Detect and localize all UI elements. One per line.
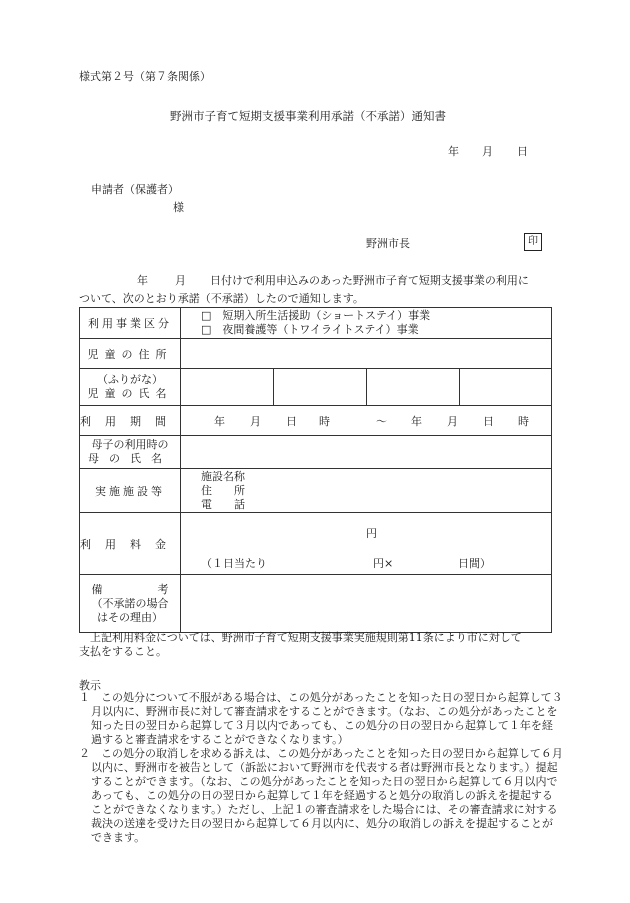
intro-year: 年 [137, 274, 148, 287]
fee-yen: 円 [366, 527, 377, 540]
remarks-row [80, 575, 552, 633]
facility-fields [181, 469, 552, 513]
furigana-label: （ふりがな） [97, 373, 163, 386]
remarks-label [80, 575, 181, 633]
facility-phone-field: 電 話 [201, 497, 245, 511]
child-name-row [80, 369, 552, 406]
service-type-row [80, 308, 552, 339]
child-name-cell-4 [460, 369, 552, 406]
intro-month: 月 [175, 274, 186, 287]
mother-label-line-1: 母子の利用時の [91, 438, 169, 451]
fee-days: 日間） [458, 557, 491, 570]
child-name-cell-3 [367, 369, 460, 406]
date-year: 年 [448, 145, 459, 158]
fee-row [80, 513, 552, 575]
child-name-text: 児童の氏名 [87, 387, 173, 400]
facility-name-field: 施設名称 [201, 469, 245, 483]
date-day: 日 [517, 145, 528, 158]
seal-mark: 印 [524, 233, 542, 251]
form-number: 様式第２号（第７条関係） [79, 70, 211, 83]
service-type-options [181, 308, 552, 339]
facility-address-field: 住 所 [201, 483, 245, 497]
mother-name-label [80, 436, 181, 469]
facility-row [80, 469, 552, 513]
facility-label: 実施施設等 [80, 469, 181, 513]
intro-line-1: 日付けで利用申込みのあった野洲市子育て短期支援事業の利用に [210, 274, 529, 287]
remarks-sub-line-2: はその理由） [97, 610, 163, 624]
usage-period-value [181, 406, 552, 436]
child-address-row [80, 339, 552, 369]
service-type-label: 利用事業区分 [80, 308, 181, 339]
usage-period-row [80, 406, 552, 436]
remarks-label-line-1: 備 考 [91, 582, 169, 596]
fee-value [181, 513, 552, 575]
applicant-label: 申請者（保護者） [91, 183, 179, 196]
mother-name-value [181, 436, 552, 469]
period-end-month: 月 [447, 415, 458, 428]
page-title: 野洲市子育て短期支援事業利用承諾（不承諾）通知書 [170, 109, 446, 123]
child-name-cell-1 [181, 369, 274, 406]
fee-label: 利用料金 [80, 513, 181, 575]
period-tilde: ～ [376, 415, 387, 428]
period-start-month: 月 [250, 415, 261, 428]
honorific: 様 [173, 201, 184, 214]
fee-yen-times: 円× [373, 557, 394, 570]
date-month: 月 [482, 145, 493, 158]
period-end-day: 日 [483, 415, 494, 428]
instruction-item-2: ２ この処分の取消しを求める訴えは、この処分があったことを知った日の翌日から起算して６月以内に、野洲市を被告として（訴訟において野洲市を代表する者は野洲市長となります。）提起することができます。（なお、この処分があったことを知った日の翌日から起算して６月以内であっても、この処分の日の翌日から起算して１年を経過すると処分の取消しの訴えを提起することができなくなります。）ただし、上記１の審査請求をした場合には、その審査請求に対する裁決の送達を受けた日の翌日から起算して６月以内に、処分の取消しの訴えを提起することができます。 [79, 747, 563, 844]
mother-label-line-2: 母の氏名 [88, 452, 172, 465]
period-start-year: 年 [214, 415, 225, 428]
child-name-cell-2 [274, 369, 367, 406]
short-stay-option: □ 短期入所生活援助（ショートステイ）事業 [201, 309, 431, 322]
remarks-value [181, 575, 552, 633]
mother-name-row [80, 436, 552, 469]
payment-note-line-2: 支払をすること。 [79, 645, 167, 658]
period-end-year: 年 [411, 415, 422, 428]
fee-per-day-prefix: （１日当たり [201, 557, 267, 570]
issuer-name: 野洲市長 [366, 237, 410, 250]
remarks-sub-line-1: （不承諾の場合 [91, 596, 169, 610]
child-address-value [181, 339, 552, 369]
child-address-label: 児童の住所 [80, 339, 181, 369]
child-name-label [80, 369, 181, 406]
period-end-hour: 時 [518, 415, 529, 428]
instruction-item-1: １ この処分について不服がある場合は、この処分があったことを知った日の翌日から起算して３月以内に、野洲市長に対して審査請求をすることができます。（なお、この処分があったことを知った日の翌日から起算して３月以内であっても、この処分の日の翌日から起算して１年を経過すると審査請求をすることができなくなります。） [79, 691, 563, 746]
twilight-stay-option: □ 夜間養護等（トワイライトステイ）事業 [201, 323, 419, 336]
payment-note-line-1: 上記利用料金については、野洲市子育て短期支援事業実施規則第11条により市に対して [79, 631, 522, 644]
application-table [79, 307, 552, 633]
instruction-title: 教示 [79, 679, 101, 692]
period-start-hour: 時 [319, 415, 330, 428]
intro-line-2: ついて、次のとおり承諾（不承諾）したので通知します。 [79, 292, 364, 305]
period-start-day: 日 [286, 415, 297, 428]
usage-period-label: 利用期間 [80, 406, 181, 436]
